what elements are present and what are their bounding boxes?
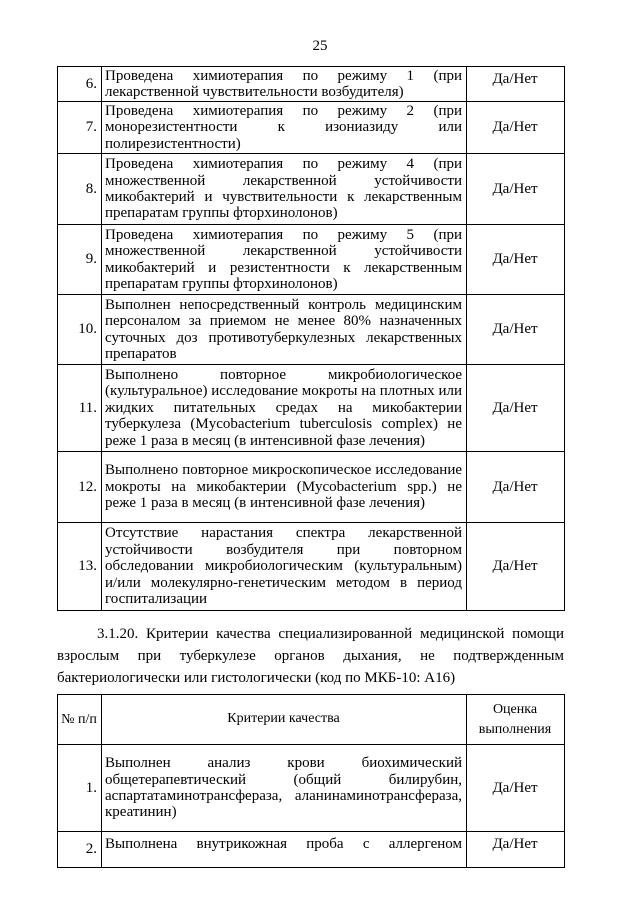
column-header-criteria: Критерии качества	[102, 695, 467, 745]
evaluation-answer: Да/Нет	[467, 745, 565, 832]
evaluation-answer: Да/Нет	[467, 154, 565, 225]
column-header-number: № п/п	[58, 695, 102, 745]
row-number: 12.	[58, 452, 102, 523]
evaluation-answer: Да/Нет	[467, 67, 565, 102]
row-number: 7.	[58, 102, 102, 154]
section-heading-line: бактериологически или гистологически (код по МКБ-10: A16)	[57, 670, 456, 686]
criterion-text: Выполнено повторное микроскопическое исследование мокроты на микобактерии (Mycobacterium spp.) не реже 1 раза в месяц (в интенсивной фазе лечения)	[102, 452, 467, 523]
section-heading-line: взрослым при туберкулезе органов дыхания, не подтвержденным	[57, 648, 564, 664]
evaluation-answer: Да/Нет	[467, 523, 565, 611]
table-row	[58, 523, 565, 611]
criterion-text: Выполнен непосредственный контроль медицинским персоналом за приемом не менее 80% назначенных суточных доз противотуберкулезных лекарственных препаратов	[102, 295, 467, 365]
criteria-table	[57, 694, 565, 868]
row-number: 6.	[58, 67, 102, 102]
table-row	[58, 365, 565, 452]
criteria-table-continued	[57, 66, 565, 611]
criterion-text: Выполнен анализ крови биохимический общетерапевтический (общий билирубин, аспартатаминотрансфераза, аланинаминотрансфераза, креатинин)	[102, 745, 467, 832]
criterion-text: Проведена химиотерапия по режиму 5 (при множественной лекарственной устойчивости микобактерий и резистентности к лекарственным препаратам группы фторхинолонов)	[102, 225, 467, 295]
row-number: 10.	[58, 295, 102, 365]
table-header-row	[58, 695, 565, 745]
row-number: 2.	[58, 832, 102, 868]
evaluation-answer: Да/Нет	[467, 225, 565, 295]
criterion-text: Проведена химиотерапия по режиму 1 (при лекарственной чувствительности возбудителя)	[102, 67, 467, 102]
evaluation-answer: Да/Нет	[467, 365, 565, 452]
table-row	[58, 102, 565, 154]
row-number: 8.	[58, 154, 102, 225]
table-row	[58, 225, 565, 295]
table-row	[58, 832, 565, 868]
table-row	[58, 295, 565, 365]
criterion-text: Выполнена внутрикожная проба с аллергеном	[102, 832, 467, 868]
evaluation-answer: Да/Нет	[467, 102, 565, 154]
row-number: 9.	[58, 225, 102, 295]
row-number: 13.	[58, 523, 102, 611]
criterion-text: Проведена химиотерапия по режиму 2 (при монорезистентности к изониазиду или полирезистентности)	[102, 102, 467, 154]
column-header-evaluation: Оценка выполнения	[467, 695, 565, 745]
criterion-text: Проведена химиотерапия по режиму 4 (при множественной лекарственной устойчивости микобактерий и чувствительности к лекарственным препаратам группы фторхинолонов)	[102, 154, 467, 225]
evaluation-answer: Да/Нет	[467, 295, 565, 365]
table-row	[58, 67, 565, 102]
evaluation-answer: Да/Нет	[467, 452, 565, 523]
table-row	[58, 745, 565, 832]
row-number: 11.	[58, 365, 102, 452]
criterion-text: Отсутствие нарастания спектра лекарственной устойчивости возбудителя при повторном обследовании микробиологическим (культуральным) и/или молекулярно-генетическим методом в период госпитализации	[102, 523, 467, 611]
criterion-text: Выполнено повторное микробиологическое (культуральное) исследование мокроты на плотных или жидких питательных средах на микобактерии туберкулеза (Mycobacterium tuberculosis complex) не реже 1 раза в месяц (в интенсивной фазе лечения)	[102, 365, 467, 452]
evaluation-answer: Да/Нет	[467, 832, 565, 868]
table-row	[58, 452, 565, 523]
table-row	[58, 154, 565, 225]
page-number: 25	[312, 38, 328, 54]
row-number: 1.	[58, 745, 102, 832]
section-heading-line: 3.1.20. Критерии качества специализированной медицинской помощи	[97, 626, 564, 642]
section-heading	[57, 623, 564, 689]
